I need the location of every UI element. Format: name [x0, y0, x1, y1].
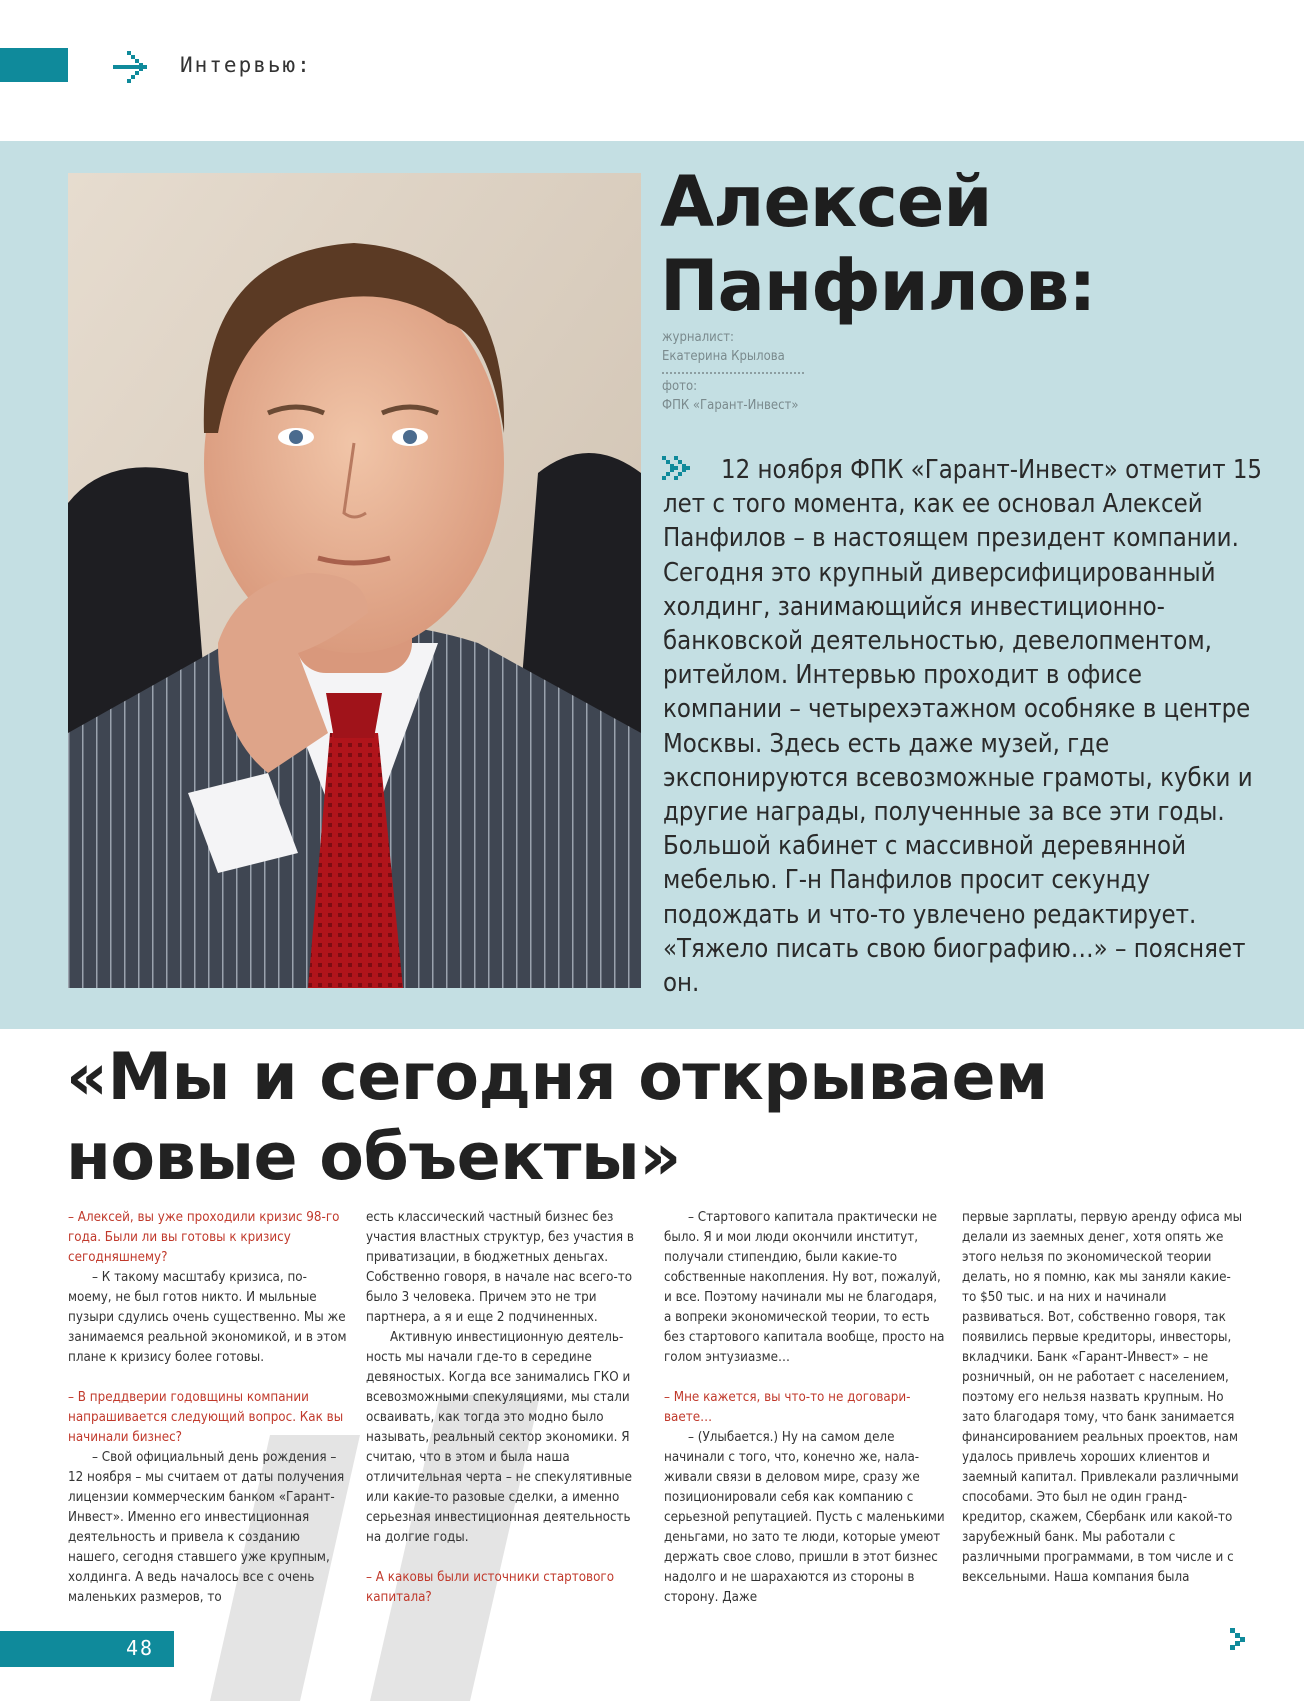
journalist-label: журналист: [662, 330, 734, 345]
question-text: – Алексей, вы уже проходили кризис 98-го года. Были ли вы готовы к кризису сегодняшнему? [68, 1210, 340, 1265]
headline-line-2: новые объекты» [66, 1120, 681, 1195]
body-paragraph: есть классический частный бизнес без участия властных структур, без участия в приватизации, в бюджетных деньгах. Собственно говоря, в начале нас всего-то было 3 человека. Причем это не три партнера, а я и еще 2 подчиненных. [366, 1210, 634, 1325]
credits-divider [662, 368, 804, 374]
journalist-name: Екатерина Крылова [662, 349, 785, 364]
answer-text: – К такому масштабу кризиса, по-моему, не был готов никто. И мыльные пузыри сдулись очень существенно. Мы же занимаемся реальной экономикой, и в этом плане к кризису более готовы. [68, 1270, 347, 1365]
arrow-right-icon [113, 48, 155, 86]
portrait-photo [68, 173, 641, 988]
name-line-2: Панфилов: [660, 245, 1096, 327]
photo-label: фото: [662, 379, 698, 394]
headline-line-1: «Мы и сегодня открываем [66, 1040, 1048, 1115]
answer-text: – Свой официальный день рождения – 12 ноября – мы считаем от даты получения лицензии коммерческим банком «Гарант-Инвест». Именно его инвестиционная деятельность и привела к созданию нашего, сегодня ставшего уже крупным, холдинга. А ведь началось все с очень маленьких размеров, то [68, 1450, 345, 1605]
interviewee-name [660, 160, 1095, 328]
body-paragraph: Активную инвестиционную деятельность мы начали где-то в середине девяностых. Когда все занимались ГКО и всевозможными спекуляциями, мы стали осваивать, как тогда это модно было называть, реальный сектор экономики. Я считаю, что в этом и была наша отличительная черта – не спекулятивные или какие-то разовые сделки, а именно серьезная инвестиционная деятельность на долгие годы. [366, 1330, 632, 1545]
question-text: – В преддверии годовщины компании напрашивается следующий вопрос. Как вы начинали бизнес? [68, 1390, 344, 1445]
article-column-4 [962, 1208, 1244, 1588]
section-label: Интервью: [180, 53, 312, 77]
answer-text: – (Улыбается.) Ну на самом деле начинали с того, что, конечно же, налаживали связи в деловом мире, сразу же позиционировали себя как компанию с серьезной репутацией. Пусть с маленькими деньгами, но зато те люди, которые умеют держать свое слово, пришли в этот бизнес надолго и не шарахаются из стороны в сторону. Даже [664, 1430, 945, 1605]
answer-text: – Стартового капитала практически не было. Я и мои люди окончили институт, получали стипендию, были какие-то собственные накопления. Ну вот, пожалуй, и все. Поэтому начинали мы не благодаря, а вопреки экономической теории, то есть без стартового капитала вообще, просто на голом энтузиазме… [664, 1210, 945, 1365]
name-line-1: Алексей [660, 161, 992, 243]
article-column-1 [68, 1208, 350, 1608]
article-headline [66, 1038, 1048, 1198]
question-text: – Мне кажется, вы что-то не договариваете… [664, 1390, 911, 1425]
body-paragraph: первые зарплаты, первую аренду офиса мы делали из заемных денег, хотя опять же этого нельзя по экономической теории делать, но я помню, как мы заняли какие-то $50 тыс. и на них и начинали развиваться. Вот, собственно говоря, так появились первые кредиторы, инвесторы, вкладчики. Банк «Гарант-Инвест» – не розничный, он не работает с населением, поэтому его нельзя назвать крупным. Но зато благодаря тому, что банк занимается финансированием реальных проектов, нам удалось привлечь хороших клиентов и заемный капитал. Привлекали различными способами. Это был не один гранд-кредитор, скажем, Сбербанк или какой-то зарубежный банк. Мы работали с различными программами, в том числе и с вексельными. Наша компания была [962, 1210, 1243, 1585]
article-column-2 [366, 1208, 648, 1608]
question-text: – А каковы были источники стартового капитала? [366, 1570, 615, 1605]
page-number: 48 [126, 1636, 155, 1660]
article-column-3 [664, 1208, 946, 1608]
credits [662, 328, 812, 415]
section-tab-bar [0, 48, 68, 82]
lead-paragraph: 12 ноября ФПК «Гарант-Инвест» отметит 15 лет с того момента, как ее основал Алексей Панфилов – в настоящем президент компании. Сегодня это крупный диверсифицированный холдинг, занимающийся инвестиционно-банковской деятельностью, девелопментом, ритейлом. Интервью проходит в офисе компании – четырехэтажном особняке в центре Москвы. Здесь есть даже музей, где экспонируются всевозможные грамоты, кубки и другие награды, полученные за все эти годы. Большой кабинет с массивной деревянной мебелью. Г-н Панфилов просит секунду подождать и что-то увлечено редактирует. «Тяжело писать свою биографию…» – поясняет он. [663, 455, 1263, 999]
next-page-arrow-icon[interactable] [1230, 1628, 1250, 1650]
photo-credit: ФПК «Гарант-Инвест» [662, 398, 799, 413]
